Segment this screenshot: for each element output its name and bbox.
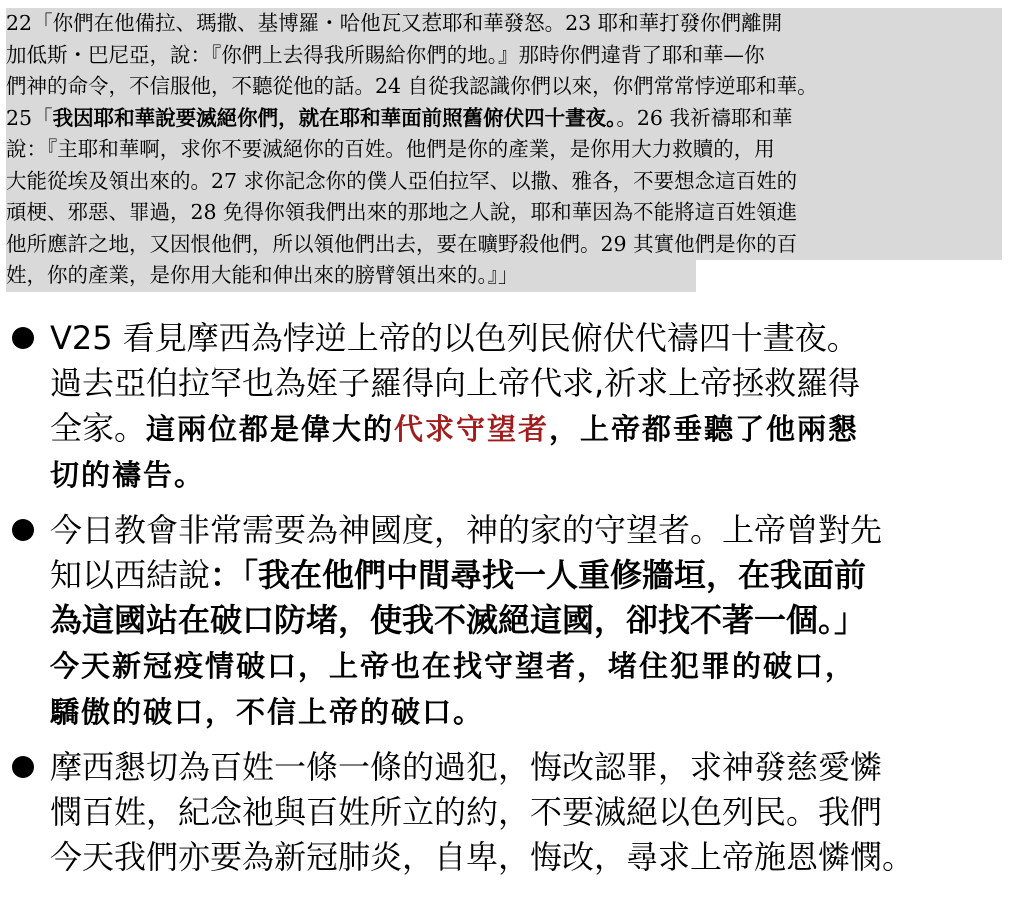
bullet-item (8, 745, 1012, 880)
bullet-line: 過去亞伯拉罕也為姪子羅得向上帝代求,祈求上帝拯救羅得 (50, 364, 861, 402)
bullet-dot-icon (12, 756, 34, 778)
bullet-line (50, 689, 1012, 735)
bullet-line (50, 553, 1012, 598)
scripture-line: 姓，你的產業，是你用大能和伸出來的膀臂領出來的。』」 (6, 260, 696, 292)
commentary-bullets (8, 316, 1012, 880)
bullet-dot-icon (12, 327, 34, 349)
quote-text: ：「我在他們中間尋找一人重修牆垣，在我面前 (210, 556, 867, 594)
scripture-line: 們神的命令，不信服他，不聽從他的話。24 自從我認識你們以來，你們常常悖逆耶和華。 (6, 71, 1002, 103)
bullet-line (50, 643, 1012, 689)
bold-text: 今天新冠疫情破口，上帝也在找守望者，堵住犯罪的破口， (50, 649, 857, 683)
scripture-line: 加低斯・巴尼亞，說：『你們上去得我所賜給你們的地。』那時你們違背了耶和華—你 (6, 40, 1002, 72)
plain-text: 知以西結說 (50, 556, 211, 594)
bullet-line (50, 406, 1012, 452)
bold-text: 這兩位都是偉大的 (146, 412, 395, 446)
bullet-line: V25 看見摩西為悖逆上帝的以色列民俯伏代禱四十晝夜。 (50, 319, 859, 357)
bold-text: 驕傲的破口，不信上帝的破口。 (50, 695, 485, 729)
scripture-line: 他所應許之地，又因恨他們，所以領他們出去，要在曠野殺他們。29 其實他們是你的百 (6, 229, 1002, 261)
bullet-dot-icon (12, 519, 34, 541)
bullet-line: 為這國站在破口防堵，使我不滅絕這國，卻找不著一個。」 (50, 601, 867, 639)
highlighted-term: 代求守望者 (394, 412, 550, 446)
bullet-line: 今天我們亦要為新冠肺炎，自卑，悔改，尋求上帝施恩憐憫。 (50, 838, 915, 876)
scripture-line-highlighted (6, 103, 1002, 135)
bold-text: ，上帝都垂聽了他兩懇 (549, 412, 860, 446)
bullet-line (50, 452, 1012, 498)
bullet-item (8, 508, 1012, 735)
plain-text: 全家。 (50, 409, 147, 447)
bold-text: 切的禱告。 (50, 458, 206, 492)
bullet-line: 憫百姓，紀念祂與百姓所立的約，不要滅絕以色列民。我們 (50, 793, 883, 831)
scripture-line: 22「你們在他備拉、瑪撒、基博羅・哈他瓦又惹耶和華發怒。23 耶和華打發你們離開 (6, 8, 1002, 40)
scripture-line: 大能從埃及領出來的。27 求你記念你的僕人亞伯拉罕、以撒、雅各，不要想念這百姓的 (6, 166, 1002, 198)
scripture-line: 頑梗、邪惡、罪過，28 免得你領我們出來的那地之人說，耶和華因為不能將這百姓領進 (6, 197, 1002, 229)
bullet-item (8, 316, 1012, 498)
bullet-line: 摩西懇切為百姓一條一條的過犯，悔改認罪，求神發慈愛憐 (50, 748, 883, 786)
bullet-line: 今日教會非常需要為神國度，神的家的守望者。上帝曾對先 (50, 511, 883, 549)
verse-continuation: 。26 我祈禱耶和華 (616, 105, 793, 130)
emphasized-verse: 我因耶和華說要滅絕你們，就在耶和華面前照舊俯伏四十晝夜。 (52, 105, 617, 130)
scripture-passage (6, 8, 1002, 292)
verse-start: 25「 (6, 105, 53, 130)
scripture-line: 說：『主耶和華啊，求你不要滅絕你的百姓。他們是你的產業，是你用大力救贖的，用 (6, 134, 1002, 166)
